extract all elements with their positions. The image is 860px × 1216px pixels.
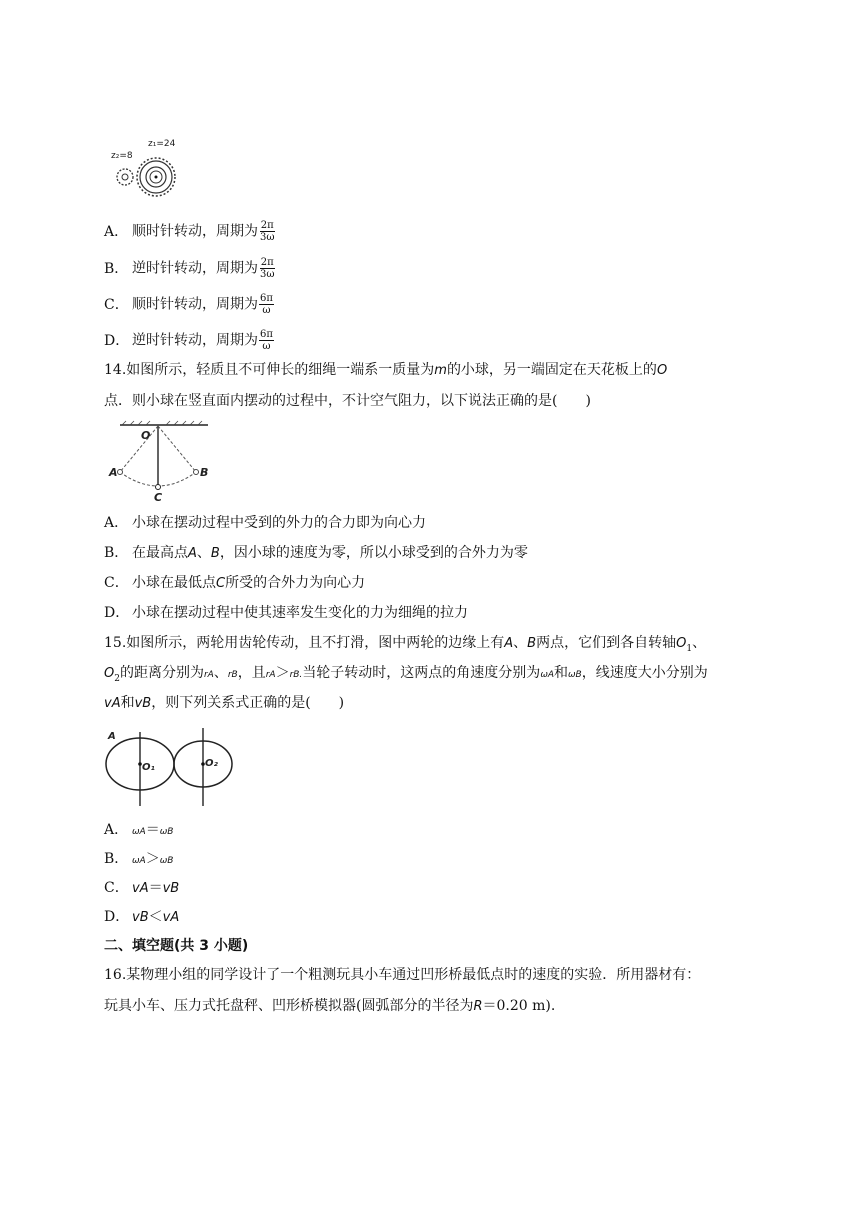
option-text: 小球在摆动过程中使其速率发生变化的力为细绳的拉力	[132, 605, 468, 621]
var-o: O	[656, 363, 668, 378]
q14-stem-line1	[104, 360, 667, 381]
var-r: R	[473, 999, 483, 1014]
stem-text: ＝0.20 m).	[482, 998, 556, 1014]
option-text: 所受的合外力为向心力	[225, 575, 366, 591]
subscript: 1	[686, 643, 693, 654]
label-o1: O₁	[142, 762, 155, 773]
lhs: vB	[132, 910, 149, 925]
heading-text: 二、填空题(共 3 小题)	[104, 938, 249, 954]
label-o: O	[141, 429, 151, 442]
stem-text: 当轮子转动时，这两点的角速度分别为	[302, 665, 541, 681]
q15-stem-line1	[104, 633, 706, 659]
rhs: ωB	[159, 856, 174, 866]
z2-label: z₂=8	[111, 151, 133, 161]
q13-option-b	[104, 257, 276, 280]
lhs: ωA	[132, 856, 146, 866]
section-heading	[104, 936, 248, 956]
stem-text: 玩具小车、压力式托盘秤、凹形桥模拟器(圆弧部分的半径为	[104, 998, 474, 1014]
var-c: C	[216, 576, 226, 591]
fraction	[259, 329, 274, 352]
rhs: vA	[162, 910, 180, 925]
var-ra: rA	[265, 670, 276, 680]
label-a: A	[108, 731, 116, 742]
stem-text: 16.某物理小组的同学设计了一个粗测玩具小车通过凹形桥最低点时的速度的实验．所用器材有：	[104, 967, 701, 983]
separator: 、	[513, 635, 528, 651]
q15-option-a	[104, 820, 173, 842]
operator: ＝	[148, 880, 163, 896]
option-label: C．	[104, 575, 129, 591]
option-label: A．	[104, 515, 129, 531]
option-label: C．	[104, 880, 129, 896]
var-b: B	[210, 546, 220, 561]
option-label: C．	[104, 296, 129, 313]
pendulum-figure	[108, 420, 218, 502]
stem-text: 的距离分别为	[119, 665, 204, 681]
var-m: m	[434, 363, 447, 378]
q13-option-c	[104, 293, 274, 316]
option-label: A．	[104, 223, 129, 240]
stem-text: 点．则小球在竖直面内摆动的过程中，不计空气阻力，以下说法正确的是( )	[104, 393, 591, 409]
numerator: 2π	[260, 257, 274, 268]
var-wb: ωB	[568, 670, 582, 680]
q14-option-d	[104, 603, 468, 623]
denominator: ω	[262, 341, 271, 352]
stem-text: ，线速度大小分别为	[581, 665, 708, 681]
fraction	[259, 257, 276, 280]
operator: ＜	[148, 909, 163, 925]
var-rb: rB	[227, 670, 238, 680]
option-text: 在最高点	[132, 545, 188, 561]
large-gear-icon	[137, 158, 175, 196]
rhs: vB	[162, 881, 180, 896]
q15-option-b	[104, 849, 173, 871]
stem-text: 、	[213, 665, 228, 681]
z1-label: z₁=24	[148, 139, 176, 149]
stem-text: 和	[120, 695, 135, 711]
fraction	[259, 220, 276, 243]
var-vb: vB	[134, 696, 152, 711]
q14-option-b	[104, 543, 528, 564]
subscript: 2	[114, 673, 120, 684]
separator: 、	[196, 545, 211, 561]
stem-text: 15.如图所示，两轮用齿轮传动，且不打滑，图中两轮的边缘上有	[104, 635, 505, 651]
q14-option-c	[104, 573, 365, 594]
option-label: D．	[104, 909, 130, 925]
lhs: ωA	[132, 827, 146, 837]
denominator: 3ω	[260, 232, 275, 243]
var-b: B	[527, 636, 537, 651]
stem-text: ，且	[237, 665, 266, 681]
var-rb: rB.	[289, 670, 303, 680]
label-a: A	[109, 466, 118, 479]
numerator: 6π	[260, 329, 273, 340]
var-va: vA	[104, 696, 121, 711]
fraction	[259, 293, 274, 316]
var-ra: rA	[203, 670, 214, 680]
option-text: 逆时针转动，周期为	[132, 260, 258, 277]
stem-text: 的小球，另一端固定在天花板上的	[446, 362, 657, 378]
option-label: B．	[104, 260, 129, 277]
numerator: 2π	[260, 220, 274, 231]
q15-option-c	[104, 878, 179, 899]
q13-option-d	[104, 329, 274, 352]
option-label: B．	[104, 851, 129, 867]
small-gear-icon	[117, 169, 133, 185]
numerator: 6π	[260, 293, 273, 304]
denominator: 3ω	[260, 269, 275, 280]
q16-line1	[104, 965, 700, 985]
rhs: ωB	[159, 827, 174, 837]
option-label: D．	[104, 332, 130, 349]
option-text: 逆时针转动，周期为	[132, 332, 258, 349]
denominator: ω	[262, 305, 271, 316]
var-a: A	[188, 546, 197, 561]
operator: ＞	[275, 665, 290, 681]
q14-stem-line2	[104, 391, 591, 411]
stem-text: 、	[692, 635, 707, 651]
wheels-figure	[102, 726, 236, 808]
option-text: 顺时针转动，周期为	[132, 223, 258, 240]
q16-line2	[104, 996, 555, 1017]
option-text: 顺时针转动，周期为	[132, 296, 258, 313]
option-text: 小球在最低点	[132, 575, 216, 591]
var-o1: O	[676, 636, 687, 651]
stem-text: ，则下列关系式正确的是( )	[151, 695, 345, 711]
var-wa: ωA	[540, 670, 555, 680]
stem-text: 和	[554, 665, 569, 681]
q15-stem-line3	[104, 693, 344, 714]
stem-text: 两点，它们到各自转轴	[536, 635, 677, 651]
operator: ＞	[145, 851, 160, 867]
lhs: vA	[132, 881, 149, 896]
var-o2: O	[104, 666, 115, 681]
label-o2: O₂	[205, 758, 218, 769]
option-text: 小球在摆动过程中受到的外力的合力即为向心力	[132, 515, 426, 531]
option-label: A．	[104, 822, 129, 838]
label-b: B	[200, 466, 209, 479]
gear-figure	[108, 135, 190, 197]
q15-stem-line2	[104, 663, 708, 689]
option-label: B．	[104, 545, 129, 561]
var-a: A	[504, 636, 514, 651]
q15-option-d	[104, 907, 179, 928]
stem-text: 14.如图所示，轻质且不可伸长的细绳一端系一质量为	[104, 362, 435, 378]
operator: ＝	[145, 822, 160, 838]
q13-option-a	[104, 220, 276, 243]
q14-option-a	[104, 513, 426, 533]
option-text: ，因小球的速度为零，所以小球受到的合外力为零	[219, 545, 528, 561]
option-label: D．	[104, 605, 130, 621]
label-c: C	[154, 491, 163, 502]
